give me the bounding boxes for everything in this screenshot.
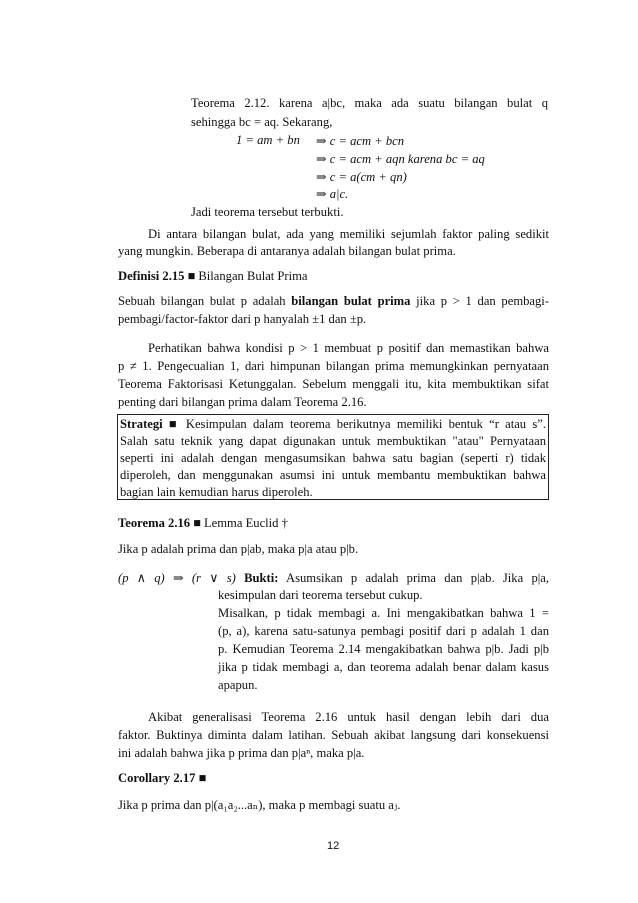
equation-step-2: ⇒ c = acm + bcn — [316, 134, 405, 148]
proof-line-1: Teorema 2.12. karena a|bc, maka ada suatu bilangan bulat q — [191, 96, 548, 110]
generalization-line-2: faktor. Buktinya diminta dalam latihan. Sebuah akibat langsung dari konsekuensi — [118, 728, 549, 742]
proof-line-c: Misalkan, p tidak membagi a. Ini mengakibatkan bahwa 1 = — [218, 606, 549, 620]
paragraph-intro-line-2: yang mungkin. Beberapa di antaranya adalah bilangan bulat prima. — [118, 244, 456, 258]
definition-line-1: Sebuah bilangan bulat p adalah bilangan bulat prima jika p > 1 dan pembagi- — [118, 294, 549, 308]
corollary-statement: Jika p prima dan p|(a₁a₂...aₙ), maka p membagi suatu aⱼ. — [118, 798, 401, 812]
equation-step-4: ⇒ c = a(cm + qn) — [316, 170, 407, 184]
equation-step-1: 1 = am + bn — [236, 133, 300, 147]
remark-line-3: Teorema Faktorisasi Ketunggalan. Sebelum menggali itu, kita membuktikan sifat — [118, 377, 549, 391]
definition-line-2: pembagi/factor-faktor dari p hanyalah ±1 dan ±p. — [118, 312, 367, 326]
theorem-heading: Teorema 2.16 ■ Lemma Euclid † — [118, 516, 288, 530]
proof-line-a: (p ∧ q) ⇒ (r ∨ s) Bukti: Asumsikan p adalah prima dan p|ab. Jika p|a, — [118, 571, 550, 585]
proof-conclusion: Jadi teorema tersebut terbukti. — [191, 205, 344, 219]
proof-line-f: jika p tidak membagi a, dan teorema adalah benar dalam kasus — [218, 660, 549, 674]
strategy-line-2: Salah satu teknik yang dapat digunakan untuk membuktikan "atau" Pernyataan — [120, 434, 546, 448]
proof-line-b: kesimpulan dari teorema tersebut cukup. — [218, 588, 423, 602]
proof-line-2: sehingga bc = aq. Sekarang, — [191, 115, 333, 129]
definition-heading: Definisi 2.15 ■ Bilangan Bulat Prima — [118, 269, 308, 283]
proof-line-d: (p, a), karena satu-satunya pembagi positif dari p adalah 1 dan — [218, 624, 549, 638]
remark-line-2: p ≠ 1. Pengecualian 1, dari himpunan bilangan prima memungkinkan pernyataan — [118, 359, 549, 373]
remark-line-1: Perhatikan bahwa kondisi p > 1 membuat p positif dan memastikan bahwa — [148, 341, 549, 355]
page-number: 12 — [327, 840, 340, 852]
proof-line-e: p. Kemudian Teorema 2.14 mengakibatkan bahwa p|b. Jadi p|b — [218, 642, 549, 656]
theorem-statement: Jika p adalah prima dan p|ab, maka p|a atau p|b. — [118, 542, 359, 556]
equation-step-3: ⇒ c = acm + aqn karena bc = aq — [316, 152, 485, 166]
strategy-line-1: Strategi ■ Kesimpulan dalam teorema berikutnya memiliki bentuk “r atau s”. — [120, 417, 546, 431]
generalization-line-1: Akibat generalisasi Teorema 2.16 untuk hasil dengan lebih dari dua — [148, 710, 549, 724]
corollary-heading: Corollary 2.17 ■ — [118, 771, 207, 785]
equation-step-5: ⇒ a|c. — [316, 187, 349, 201]
remark-line-4: penting dari bilangan prima dalam Teorema 2.16. — [118, 395, 367, 409]
generalization-line-3: ini adalah bahwa jika p prima dan p|aⁿ, maka p|a. — [118, 746, 365, 760]
proof-line-g: apapun. — [218, 678, 258, 692]
strategy-line-5: bagian lain kemudian harus diperoleh. — [120, 485, 313, 499]
strategy-line-4: diperoleh, dan menggunakan asumsi ini untuk membantu membuktikan bahwa — [120, 468, 546, 482]
paragraph-intro-line-1: Di antara bilangan bulat, ada yang memiliki sejumlah faktor paling sedikit — [148, 227, 549, 241]
strategy-line-3: seperti ini adalah dengan mengasumsikan bahwa satu bagian (seperti r) tidak — [120, 451, 546, 465]
